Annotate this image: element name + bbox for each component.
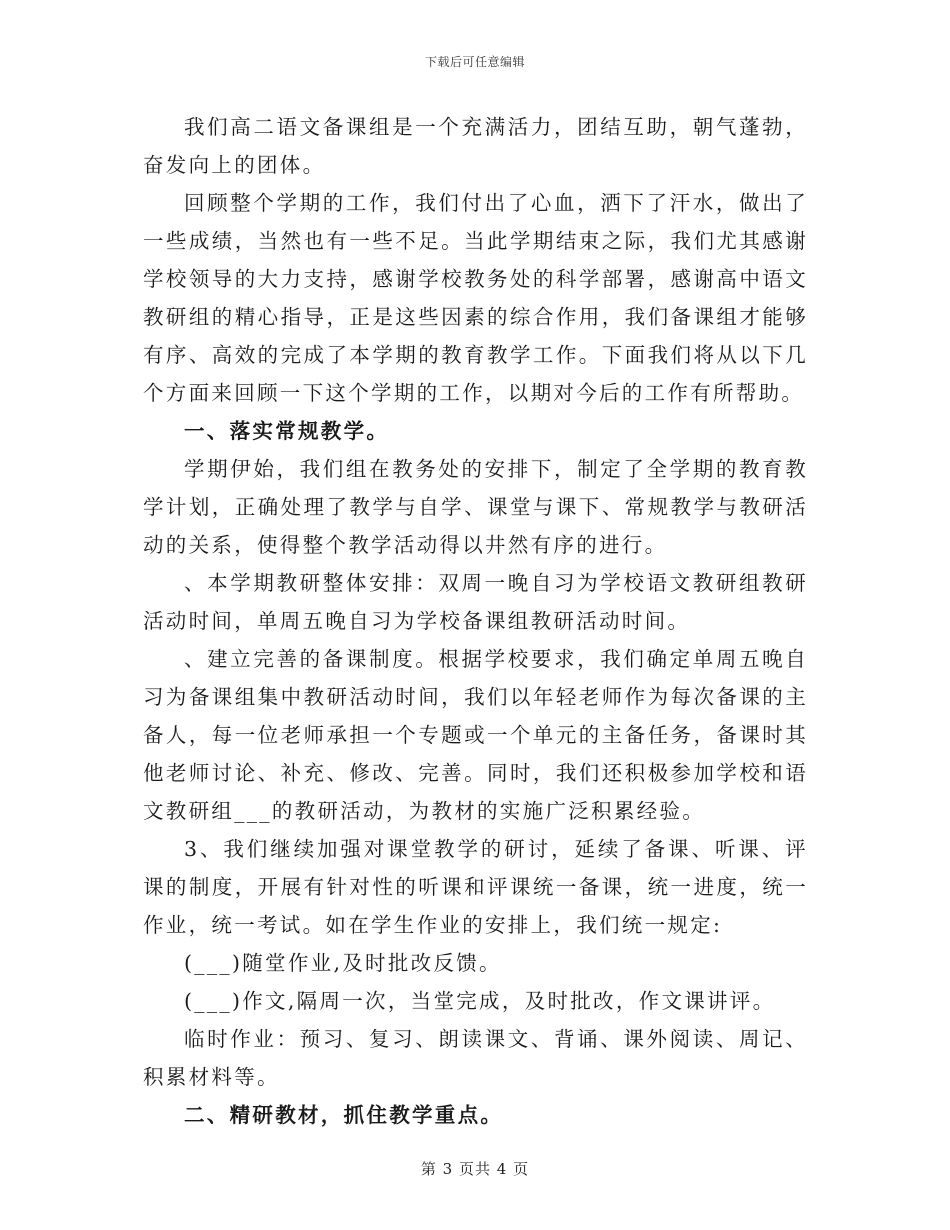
document-body [143,108,808,1134]
section-heading-2: 二、精研教材，抓住教学重点。 [184,1103,504,1127]
paragraph-prep-system: 、建立完善的备课制度。根据学校要求，我们确定单周五晚自习为备课组集中教研活动时间，我们以年轻老师作为每次备课的主备人，每一位老师承担一个专题或一个单元的主备任务，备课时其他老师讨论、补充、修改、完善。同时，我们还积极参加学校和语文教研组___的教研活动，为教材的实施广泛积累经验。 [143,647,808,823]
paragraph-review: 回顾整个学期的工作，我们付出了心血，洒下了汗水，做出了一些成绩，当然也有一些不足。当此学期结束之际，我们尤其感谢学校领导的大力支持，感谢学校教务处的科学部署，感谢高中语文教研组的精心指导，正是这些因素的综合作用，我们备课组才能够有序、高效的完成了本学期的教育教学工作。下面我们将从以下几个方面来回顾一下这个学期的工作，以期对今后的工作有所帮助。 [143,191,808,405]
page-footer: 第 3 页共 4 页 [420,1160,530,1178]
paragraph-classroom-research: 3、我们继续加强对课堂教学的研讨，延续了备课、听课、评课的制度，开展有针对性的听课和评课统一备课，统一进度，统一作业，统一考试。如在学生作业的安排上，我们统一规定: [143,837,808,937]
paragraph-temporary-homework: 临时作业：预习、复习、朗读课文、背诵、课外阅读、周记、积累材料等。 [143,1027,808,1089]
list-item-homework: (___)随堂作业,及时批改反馈。 [184,951,502,975]
section-heading-1: 一、落实常规教学。 [184,419,390,443]
paragraph-plan: 学期伊始，我们组在教务处的安排下，制定了全学期的教育教学计划，正确处理了教学与自学、课堂与课下、常规教学与教研活动的关系，使得整个教学活动得以井然有序的进行。 [143,457,808,557]
page-header: 下载后可任意编辑 [424,55,525,69]
paragraph-intro: 我们高二语文备课组是一个充满活力，团结互助，朝气蓬勃，奋发向上的团体。 [143,115,808,177]
list-item-essay: (___)作文,隔周一次，当堂完成，及时批改，作文课讲评。 [184,989,776,1013]
paragraph-schedule: 、本学期教研整体安排：双周一晚自习为学校语文教研组教研活动时间，单周五晚自习为学校备课组教研活动时间。 [143,571,808,633]
